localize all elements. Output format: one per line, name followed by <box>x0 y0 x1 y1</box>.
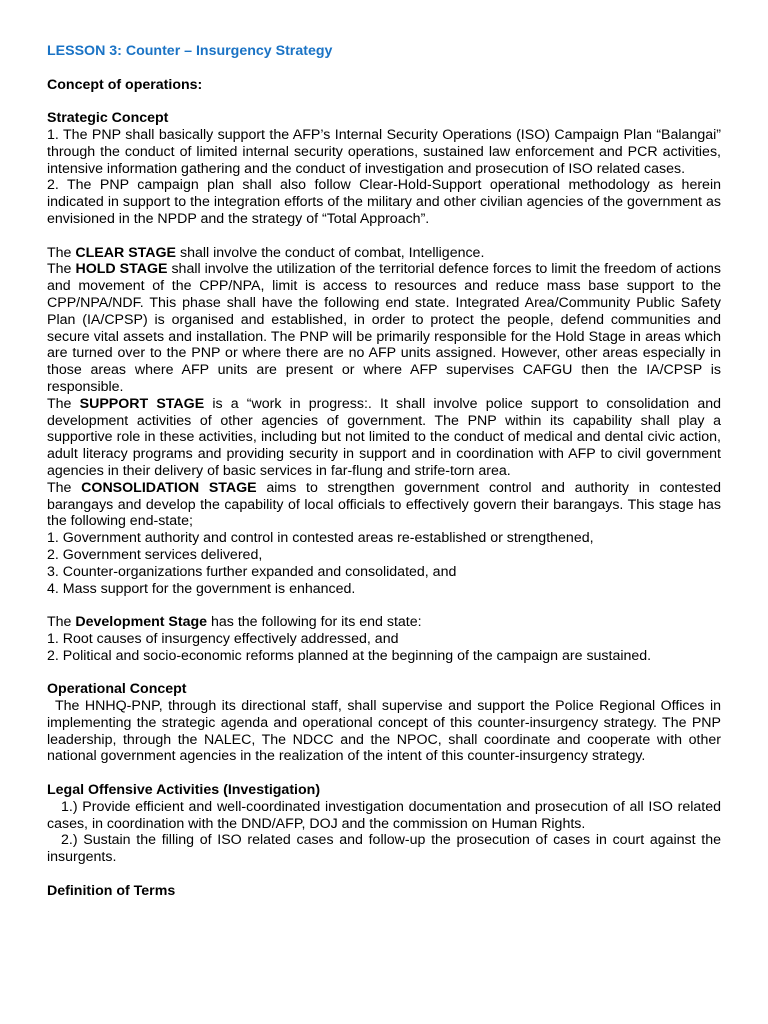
legal-offensive-heading: Legal Offensive Activities (Investigation) <box>47 782 321 799</box>
list-item: 2. Political and socio-economic reforms planned at the beginning of the campaign are sustained. <box>47 647 652 664</box>
list-item: 1. Government authority and control in contested areas re-established or strengthened, <box>47 530 594 547</box>
clear-stage-paragraph: The CLEAR STAGE shall involve the conduct of combat, Intelligence. <box>47 244 485 261</box>
strategic-paragraph-1: 1. The PNP shall basically support the AFP’s Internal Security Operations (ISO) Campaign Plan “Balangai” through the conduct of limited internal security operations, sustained law enforcement and PCR activities, intensive information gathering and the conduct of investigation and prosecution of ISO related cases. <box>47 126 721 177</box>
strategic-concept-heading: Strategic Concept <box>47 110 169 127</box>
list-item: 3. Counter-organizations further expanded and consolidated, and <box>47 563 457 580</box>
concept-heading: Concept of operations: <box>47 76 203 93</box>
support-stage-paragraph: The SUPPORT STAGE is a “work in progress:. It shall involve police support to consolidation and development activities of other agencies of government. The PNP within its capability shall play a supportive role in these activities, including but not limited to the conduct of medical and dental civic action, adult literacy programs and providing security in support and in coordination with AFP to civil government agencies in their delivery of basic services in far-flung and strife-torn area. <box>47 395 722 479</box>
list-item: 2. Government services delivered, <box>47 546 263 563</box>
operational-concept-heading: Operational Concept <box>47 681 187 698</box>
operational-concept-paragraph: The HNHQ-PNP, through its directional staff, shall supervise and support the Police Regional Offices in implementing the strategic agenda and operational concept of this counter-insurgency strategy. The PNP leadership, through the NALEC, The NDCC and the NPOC, shall coordinate and cooperate with other national government agencies in the realization of the intent of this counter-insurgency strategy. <box>47 698 721 765</box>
lesson-title: LESSON 3: Counter – Insurgency Strategy <box>47 43 333 59</box>
clear-stage-label: CLEAR STAGE <box>75 244 177 261</box>
hold-stage-paragraph: The HOLD STAGE shall involve the utilization of the territorial defence forces to limit the freedom of actions and movement of the CPP/NPA, limit is access to resources and reduce mass base support to the CPP/NPA/NDF. This phase shall have the following end state. Integrated Area/Community Public Safety Plan (IA/CPSP) is organised and established, in order to protect the people, defend communities and secure vital assets and installation. The PNP will be primarily responsible for the Hold Stage in areas which are turned over to the PNP or where there are no AFP units assigned. However, other areas especially in those areas where AFP units are present or where AFP supervises CAFGU then the IA/CPSP is responsible. <box>47 261 721 395</box>
list-item: 2.) Sustain the filling of ISO related cases and follow-up the prosecution of cases in court against the insurgents. <box>47 832 721 866</box>
development-stage-paragraph: The Development Stage has the following for its end state: <box>47 614 422 631</box>
consolidation-stage-paragraph: The CONSOLIDATION STAGE aims to strengthen government control and authority in contested barangays and develop the capability of local officials to effectively govern their barangays. This stage has the following end-state; <box>47 479 721 530</box>
strategic-paragraph-2: 2. The PNP campaign plan shall also follow Clear-Hold-Support operational methodology as herein indicated in support to the integration efforts of the military and other civilian agencies of the government as envisioned in the NPDP and the strategy of “Total Approach”. <box>47 177 721 227</box>
development-stage-label: Development Stage <box>75 614 208 631</box>
support-stage-label: SUPPORT STAGE <box>79 395 205 412</box>
definition-of-terms-heading: Definition of Terms <box>47 882 176 899</box>
list-item: 1.) Provide efficient and well-coordinated investigation documentation and prosecution of all ISO related cases, in coordination with the DND/AFP, DOJ and the commission on Human Rights. <box>47 798 721 832</box>
consolidation-stage-label: CONSOLIDATION STAGE <box>81 479 257 496</box>
list-item: 1. Root causes of insurgency effectively addressed, and <box>47 630 399 647</box>
list-item: 4. Mass support for the government is enhanced. <box>47 580 356 597</box>
document-page <box>47 43 721 900</box>
hold-stage-label: HOLD STAGE <box>75 261 168 278</box>
